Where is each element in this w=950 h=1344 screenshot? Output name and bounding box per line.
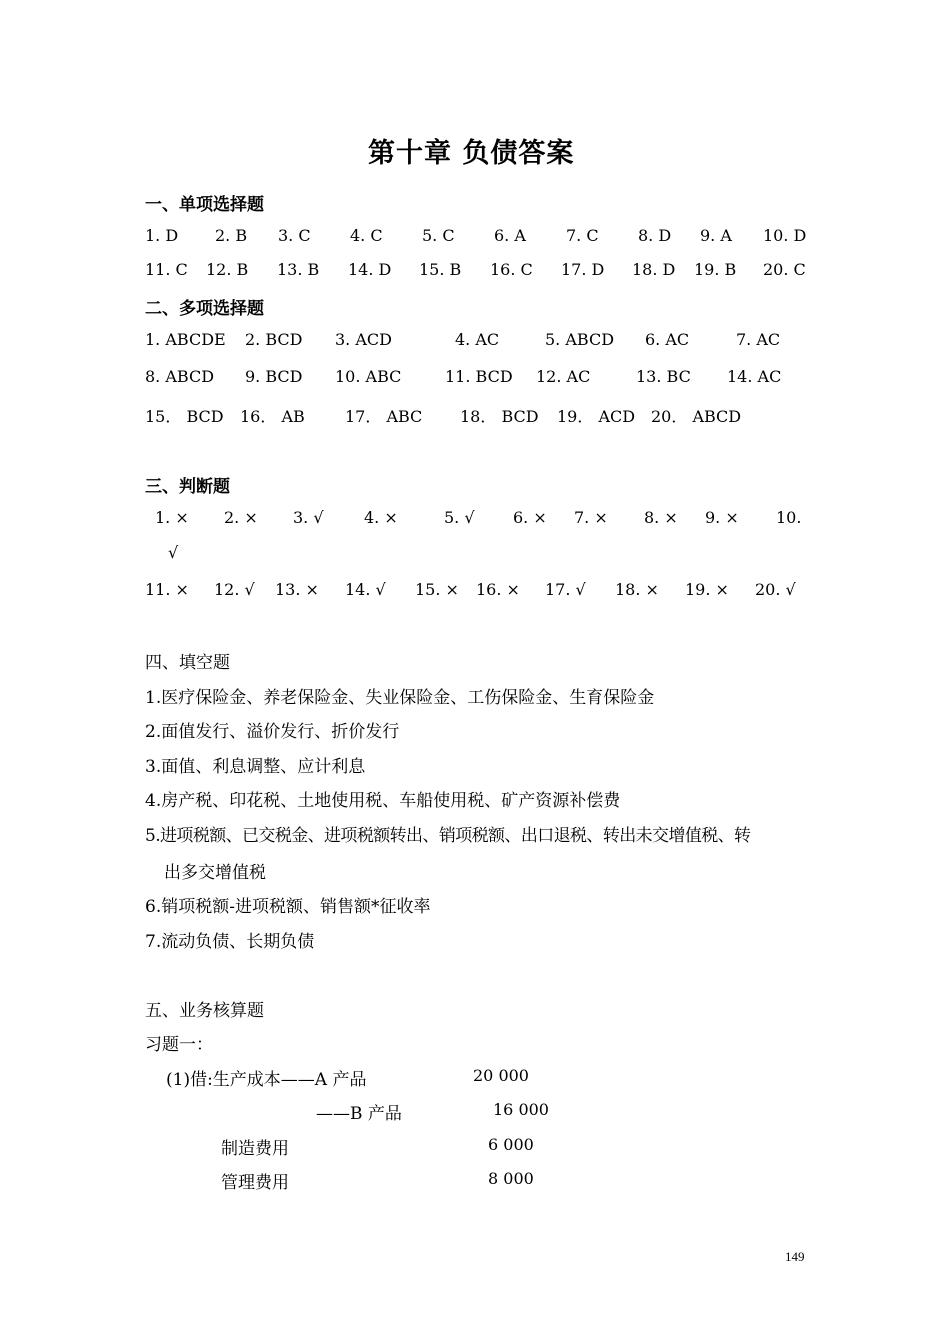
answer-item: 9. × [705, 508, 739, 527]
section-heading-fill-blank: 四、填空题 [145, 653, 230, 673]
answer-item: 7. C [566, 226, 599, 245]
answer-item: 18． BCD [460, 407, 539, 426]
answer-item: 8. D [638, 226, 672, 245]
answer-item: 1. ABCDE [145, 330, 226, 349]
entry-label: 制造费用 [221, 1139, 289, 1159]
answer-item: 4. × [364, 508, 398, 527]
answer-item: 16. × [476, 580, 520, 599]
answer-item: 20. √ [755, 580, 796, 599]
answer-item: 9. BCD [245, 367, 303, 386]
answer-item: 19. B [694, 260, 737, 279]
answer-item: 12. AC [536, 367, 591, 386]
fill-item: 2.面值发行、溢价发行、折价发行 [145, 722, 400, 742]
section-heading-true-false: 三、判断题 [145, 477, 230, 497]
answer-item: 13. × [275, 580, 319, 599]
answer-item: 10. D [763, 226, 807, 245]
answer-item: 17. D [561, 260, 605, 279]
answer-item: 12. B [206, 260, 249, 279]
answer-item: 4. C [350, 226, 383, 245]
entry-label: ——B 产品 [316, 1104, 402, 1124]
section-heading-business: 五、业务核算题 [145, 1001, 264, 1021]
answer-item: 12. √ [214, 580, 255, 599]
answer-item: 5. ABCD [545, 330, 615, 349]
answer-item: 5. C [422, 226, 455, 245]
answer-item: 17. √ [545, 580, 586, 599]
answer-item: 18. × [615, 580, 659, 599]
answer-item: 16. C [490, 260, 533, 279]
answer-item: 9. A [700, 226, 732, 245]
fill-item: 5.进项税额、已交税金、进项税额转出、销项税额、出口退税、转出未交增值税、转 [145, 826, 751, 846]
answer-item: 19． ACD [557, 407, 636, 426]
answer-item: 11. BCD [445, 367, 513, 386]
page-number: 149 [785, 1249, 805, 1264]
fill-item: 1.医疗保险金、养老保险金、失业保险金、工伤保险金、生育保险金 [145, 688, 655, 708]
answer-item: 8. × [644, 508, 678, 527]
entry-amount: 20 000 [473, 1066, 529, 1085]
answer-item: 3. ACD [335, 330, 392, 349]
answer-item: 18. D [632, 260, 676, 279]
answer-item: 4. AC [455, 330, 500, 349]
answer-item: 14. D [348, 260, 392, 279]
fill-item: 4.房产税、印花税、土地使用税、车船使用税、矿产资源补偿费 [145, 791, 621, 811]
answer-item: 6. AC [645, 330, 690, 349]
entry-label: 管理费用 [221, 1173, 289, 1193]
answer-item: 17． ABC [345, 407, 423, 426]
fill-item: 3.面值、利息调整、应计利息 [145, 757, 366, 777]
section-heading-single-choice: 一、单项选择题 [145, 195, 264, 215]
answer-item: 19. × [685, 580, 729, 599]
page-title: 第十章 负债答案 [368, 138, 575, 169]
section-heading-multiple-choice: 二、多项选择题 [145, 299, 264, 319]
answer-item: 13. B [277, 260, 320, 279]
answer-item: 6. A [494, 226, 526, 245]
answer-item: 8. ABCD [145, 367, 215, 386]
answer-item: 3. √ [293, 508, 324, 527]
entry-amount: 16 000 [493, 1100, 549, 1119]
fill-item: 7.流动负债、长期负债 [145, 932, 315, 952]
answer-item: 15． BCD [145, 407, 224, 426]
answer-item: 6. × [513, 508, 547, 527]
answer-item: 10. [776, 508, 802, 527]
answer-item: 1. × [155, 508, 189, 527]
answer-item: 13. BC [636, 367, 691, 386]
answer-item: 1. D [145, 226, 179, 245]
answer-item: 11. C [145, 260, 188, 279]
fill-item-wrap: 出多交增值税 [164, 863, 266, 883]
answer-item: 3. C [278, 226, 311, 245]
answer-item: 15. × [415, 580, 459, 599]
answer-item: 16． AB [240, 407, 305, 426]
entry-amount: 6 000 [488, 1135, 534, 1154]
answer-item: 14. AC [727, 367, 782, 386]
answer-item: 2. B [215, 226, 248, 245]
exercise-label: 习题一： [145, 1035, 213, 1055]
answer-item: 7. × [574, 508, 608, 527]
answer-item: 5. √ [444, 508, 475, 527]
entry-label: (1)借:生产成本——A 产品 [166, 1070, 367, 1090]
answer-item-wrap: √ [168, 543, 179, 562]
entry-amount: 8 000 [488, 1169, 534, 1188]
fill-item: 6.销项税额-进项税额、销售额*征收率 [145, 897, 431, 917]
answer-item: 20. C [763, 260, 806, 279]
answer-item: 14. √ [345, 580, 386, 599]
answer-item: 15. B [419, 260, 462, 279]
answer-item: 10. ABC [335, 367, 402, 386]
answer-item: 2. × [224, 508, 258, 527]
answer-item: 20． ABCD [651, 407, 742, 426]
answer-item: 11. × [145, 580, 189, 599]
answer-item: 2. BCD [245, 330, 303, 349]
answer-item: 7. AC [736, 330, 781, 349]
